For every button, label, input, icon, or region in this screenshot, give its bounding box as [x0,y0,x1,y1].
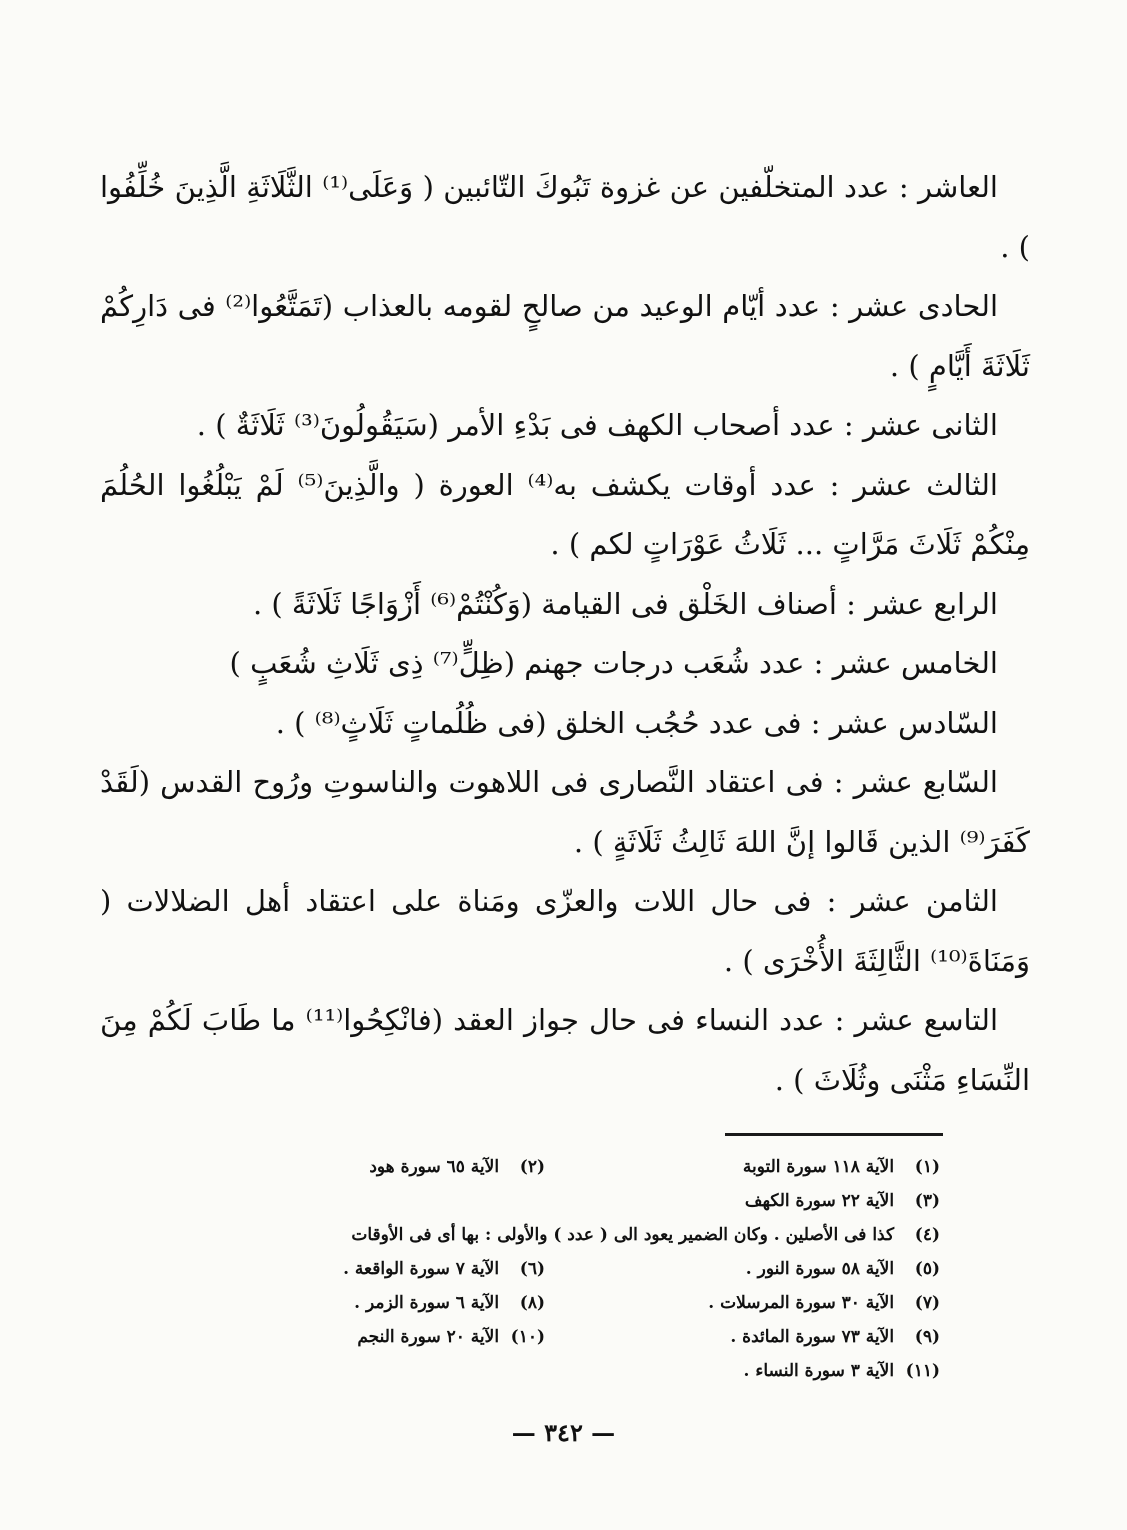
footnote-6 [150,1252,545,1286]
paragraph-tenth: العاشر : عدد المتخلّفين عن غزوة تَبُوكَ التّائبين ( وَعَلَى⁽¹⁾ الثَّلَاثَةِ الَّذِينَ خُلِّفُوا ) . [100,170,1030,264]
footnote-text: الآية ٣٠ سورة المرسلات . [708,1293,895,1313]
footnote-separator [725,1133,943,1136]
footnote-text: الآية ٧٣ سورة المائدة . [730,1327,895,1347]
footnote-number: (٧) [914,1293,940,1313]
footnote-row [150,1320,940,1354]
paragraph-eleventh: الحادى عشر : عدد أيّام الوعيد من صالحٍ لقومه بالعذاب (تَمَتَّعُوا⁽²⁾ فى دَارِكُمْ ثَلَاثَةَ أَيَّامٍ ) . [100,289,1030,383]
footnote-text: الآية ٢٢ سورة الكهف [744,1191,895,1211]
footnote-text: الآية ٣ سورة النساء . [743,1361,895,1381]
footnote-number: (٣) [914,1191,940,1211]
footnote-3 [545,1184,940,1218]
footnote-10 [150,1320,545,1354]
footnote-number: (٥) [914,1259,940,1279]
footnote-number: (١) [914,1157,940,1177]
paragraph-twelfth: الثانى عشر : عدد أصحاب الكهف فى بَدْءِ الأمر (سَيَقُولُونَ⁽³⁾ ثَلَاثَةٌ ) . [196,408,998,442]
footnote-text: الآية ٥٨ سورة النور . [745,1259,895,1279]
footnote-row [150,1150,940,1184]
footnote-5 [545,1252,940,1286]
footnotes [150,1150,940,1388]
footnote-7 [545,1286,940,1320]
footnote-number: (٩) [914,1327,940,1347]
footnote-row [150,1184,940,1218]
footnote-9 [545,1320,940,1354]
footnote-row [150,1252,940,1286]
paragraph-fifteenth: الخامس عشر : عدد شُعَب درجات جهنم (ظِلٍّ⁽⁷⁾ ذِى ثَلَاثِ شُعَبٍ ) [229,646,998,680]
paragraph-thirteenth: الثالث عشر : عدد أوقات يكشف به⁽⁴⁾ العورة ( والَّذِينَ⁽⁵⁾ لَمْ يَبْلُغُوا الحُلُمَ مِنْكُمْ ثَلَاثَ مَرَّاتٍ ... ثَلَاثُ عَوْرَاتٍ لكم ) . [100,467,1030,561]
footnote-number: (٢) [519,1157,545,1177]
footnote-number: (١١) [905,1361,940,1381]
footnote-row [150,1218,940,1252]
footnote-number: (٦) [519,1259,545,1279]
footnote-8 [150,1286,545,1320]
footnote-row [150,1286,940,1320]
footnote-2 [150,1150,545,1184]
footnote-row [150,1354,940,1388]
paragraph-sixteenth: السّادس عشر : فى عدد حُجُب الخلق (فى ظُلُماتٍ ثَلَاثٍ⁽⁸⁾ ) . [275,705,998,740]
paragraph-seventeenth: السّابع عشر : فى اعتقاد النَّصارى فى اللاهوت والناسوتِ ورُوح القدس (لَقَدْ كَفَرَ⁽⁹⁾ الذين قَالوا إنَّ اللهَ ثَالِثُ ثَلَاثَةٍ ) . [100,765,1030,859]
footnote-4 [150,1218,940,1252]
footnote-text: الآية ٦ سورة الزمر . [354,1293,500,1313]
paragraph-nineteenth: التاسع عشر : عدد النساء فى حال جواز العقد (فانْكِحُوا⁽¹¹⁾ ما طَابَ لَكُمْ مِنَ النِّسَاءِ مَثْنَى وثُلَاثَ ) . [100,1003,1030,1097]
footnote-text: الآية ٢٠ سورة النجم [357,1327,500,1347]
page-number: — ٣٤٢ — [511,1418,616,1447]
footnote-number: (٤) [914,1225,940,1245]
footnote-1 [545,1150,940,1184]
footnote-text: الآية ٧ سورة الواقعة . [343,1259,500,1279]
footnote-11 [545,1354,940,1388]
footnote-text: كذا فى الأصلين . وكان الضمير يعود الى ( عدد ) والأولى : بها أى فى الأوقات [351,1225,895,1245]
footnote-number: (١٠) [510,1327,545,1347]
footnote-text: الآية ٦٥ سورة هود [369,1157,500,1177]
footnote-text: الآية ١١٨ سورة التوبة [742,1157,895,1177]
main-text [100,158,1030,1110]
paragraph-fourteenth: الرابع عشر : أصناف الخَلْق فى القيامة (وَكُنْتُمْ⁽⁶⁾ أَزْوَاجًا ثَلَاثَةً ) . [252,586,998,621]
footnote-number: (٨) [519,1293,545,1313]
paragraph-eighteenth: الثامن عشر : فى حال اللات والعزّى ومَناة على اعتقاد أهل الضلالات ( وَمَنَاةَ⁽¹⁰⁾ الثَّالِثَةَ الأُخْرَى ) . [100,884,1030,978]
